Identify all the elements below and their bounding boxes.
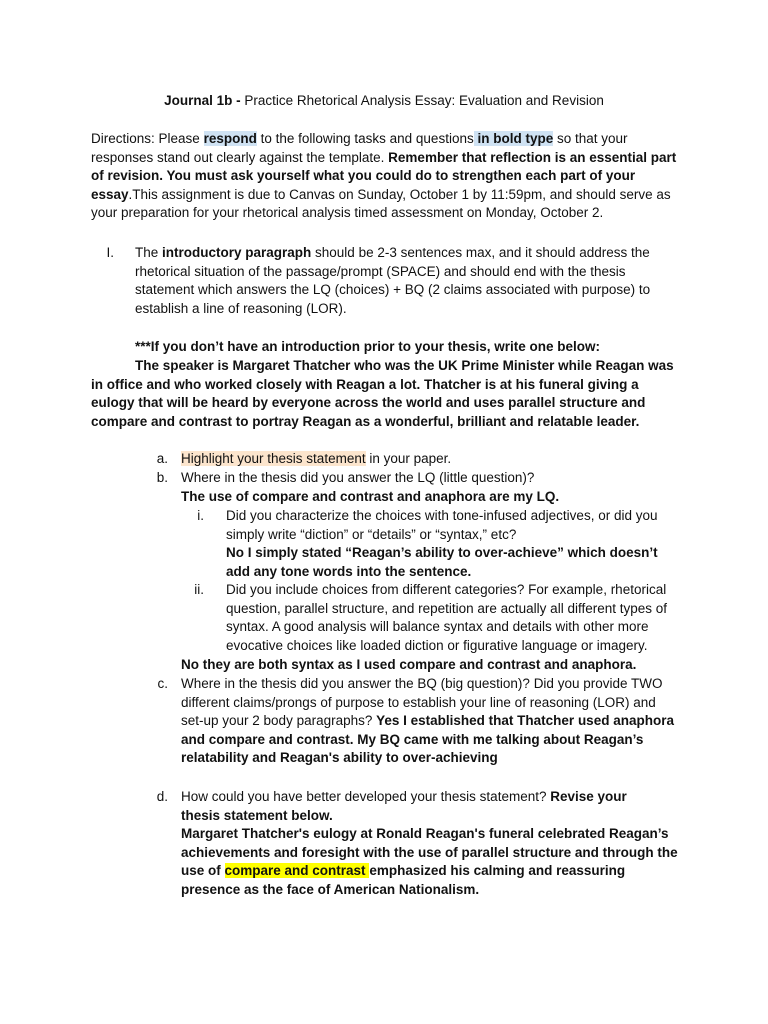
item-b-answer: The use of compare and contrast and anaphora are my LQ. xyxy=(181,489,560,504)
respond-highlight: respond xyxy=(203,131,257,146)
introductory-paragraph-label: introductory paragraph xyxy=(162,245,312,260)
item-c-answer: Yes I established that Thatcher used anaphora and compare and contrast. My BQ came with me talking about Reagan’s relatability and Reagan's ability to over-achieving xyxy=(181,713,674,765)
item-d-prompt: Revise your thesis statement below. xyxy=(181,789,627,823)
in-bold-type-highlight: in bold type xyxy=(473,131,554,146)
directions-mid1: to the following tasks and questions xyxy=(256,131,474,146)
directions-lead: Directions: Please xyxy=(91,131,204,146)
intro-answer: The speaker is Margaret Thatcher who was the UK Prime Minister while Reagan was in office and who worked closely with Reagan a lot. Thatcher is at his funeral giving a eulogy that will be heard by everyone across the world and uses parallel structure and compare and contrast to portray Reagan as a wonderful, brilliant and relatable leader. xyxy=(91,358,674,429)
intro-prompt: ***If you don’t have an introduction prior to your thesis, write one below: xyxy=(135,339,601,354)
directions-paragraph xyxy=(91,130,691,223)
item-a-marker: a. xyxy=(156,451,168,466)
thesis-highlight: Highlight your thesis statement xyxy=(181,451,366,466)
compare-contrast-highlight: compare and contrast xyxy=(224,863,370,878)
item-b-ii-marker: ii. xyxy=(194,582,204,597)
section1-lead: The xyxy=(135,245,163,260)
item-d-marker: d. xyxy=(156,789,168,804)
item-a xyxy=(181,450,681,469)
intro-instructions xyxy=(135,244,670,318)
item-a-tail: in your paper. xyxy=(365,451,452,466)
revised-thesis-post: emphasized his calming and reassuring presence as the face of American Nationalism. xyxy=(181,863,626,897)
item-b-ii-question: Did you include choices from different categories? For example, rhetorical question, parallel structure, and repetition are actually all different types of syntax. A good analysis will balance syntax and details with other more evocative choices like loaded diction or figurative language or imagery. xyxy=(226,582,668,653)
item-b-i-answer: No I simply stated “Reagan’s ability to over-achieve” which doesn’t add any tone words into the sentence. xyxy=(226,545,658,579)
title-rest: Practice Rhetorical Analysis Essay: Evaluation and Revision xyxy=(240,93,604,108)
item-d-question: How could you have better developed your thesis statement? xyxy=(181,789,551,804)
item-b-i-marker: i. xyxy=(197,508,204,523)
item-b-ii-answer: No they are both syntax as I used compare and contrast and anaphora. xyxy=(181,657,637,672)
item-b-question: Where in the thesis did you answer the LQ (little question)? xyxy=(181,470,535,485)
section1-tail: should be 2-3 sentences max, and it should address the rhetorical situation of the passage/prompt (SPACE) and should end with the thesis statement which answers the LQ (choices) + BQ (2 claims associated with purpose) to establish a line of reasoning (LOR). xyxy=(135,245,651,316)
item-c-question: Where in the thesis did you answer the BQ (big question)? Did you provide TWO different claims/prongs of purpose to establish your line of reasoning (LOR) and set-up your 2 body paragraphs? xyxy=(181,676,663,728)
page-title xyxy=(0,92,768,110)
title-label: Journal 1b - xyxy=(164,93,241,108)
directions-mid2: so that your responses stand out clearly against the template. xyxy=(91,131,628,165)
section-numeral: I. xyxy=(106,245,114,260)
item-b-i-question: Did you characterize the choices with tone-infused adjectives, or did you simply write “diction” or “details” or “syntax,” etc? xyxy=(226,508,658,542)
item-b-marker: b. xyxy=(156,470,168,485)
revised-thesis-pre: Margaret Thatcher's eulogy at Ronald Reagan's funeral celebrated Reagan’s achievements and foresight with the use of parallel structure and through the use of xyxy=(181,826,678,878)
directions-bold: Remember that reflection is an essential part of revision. You must ask yourself what you could do to strengthen each part of your essay xyxy=(91,149,677,202)
revised-thesis xyxy=(181,825,681,899)
directions-tail: .This assignment is due to Canvas on Sunday, October 1 by 11:59pm, and should serve as your preparation for your rhetorical analysis timed assessment on Monday, October 2. xyxy=(91,186,671,220)
item-d xyxy=(181,788,661,825)
item-c-marker: c. xyxy=(157,676,168,691)
item-c xyxy=(181,675,681,768)
